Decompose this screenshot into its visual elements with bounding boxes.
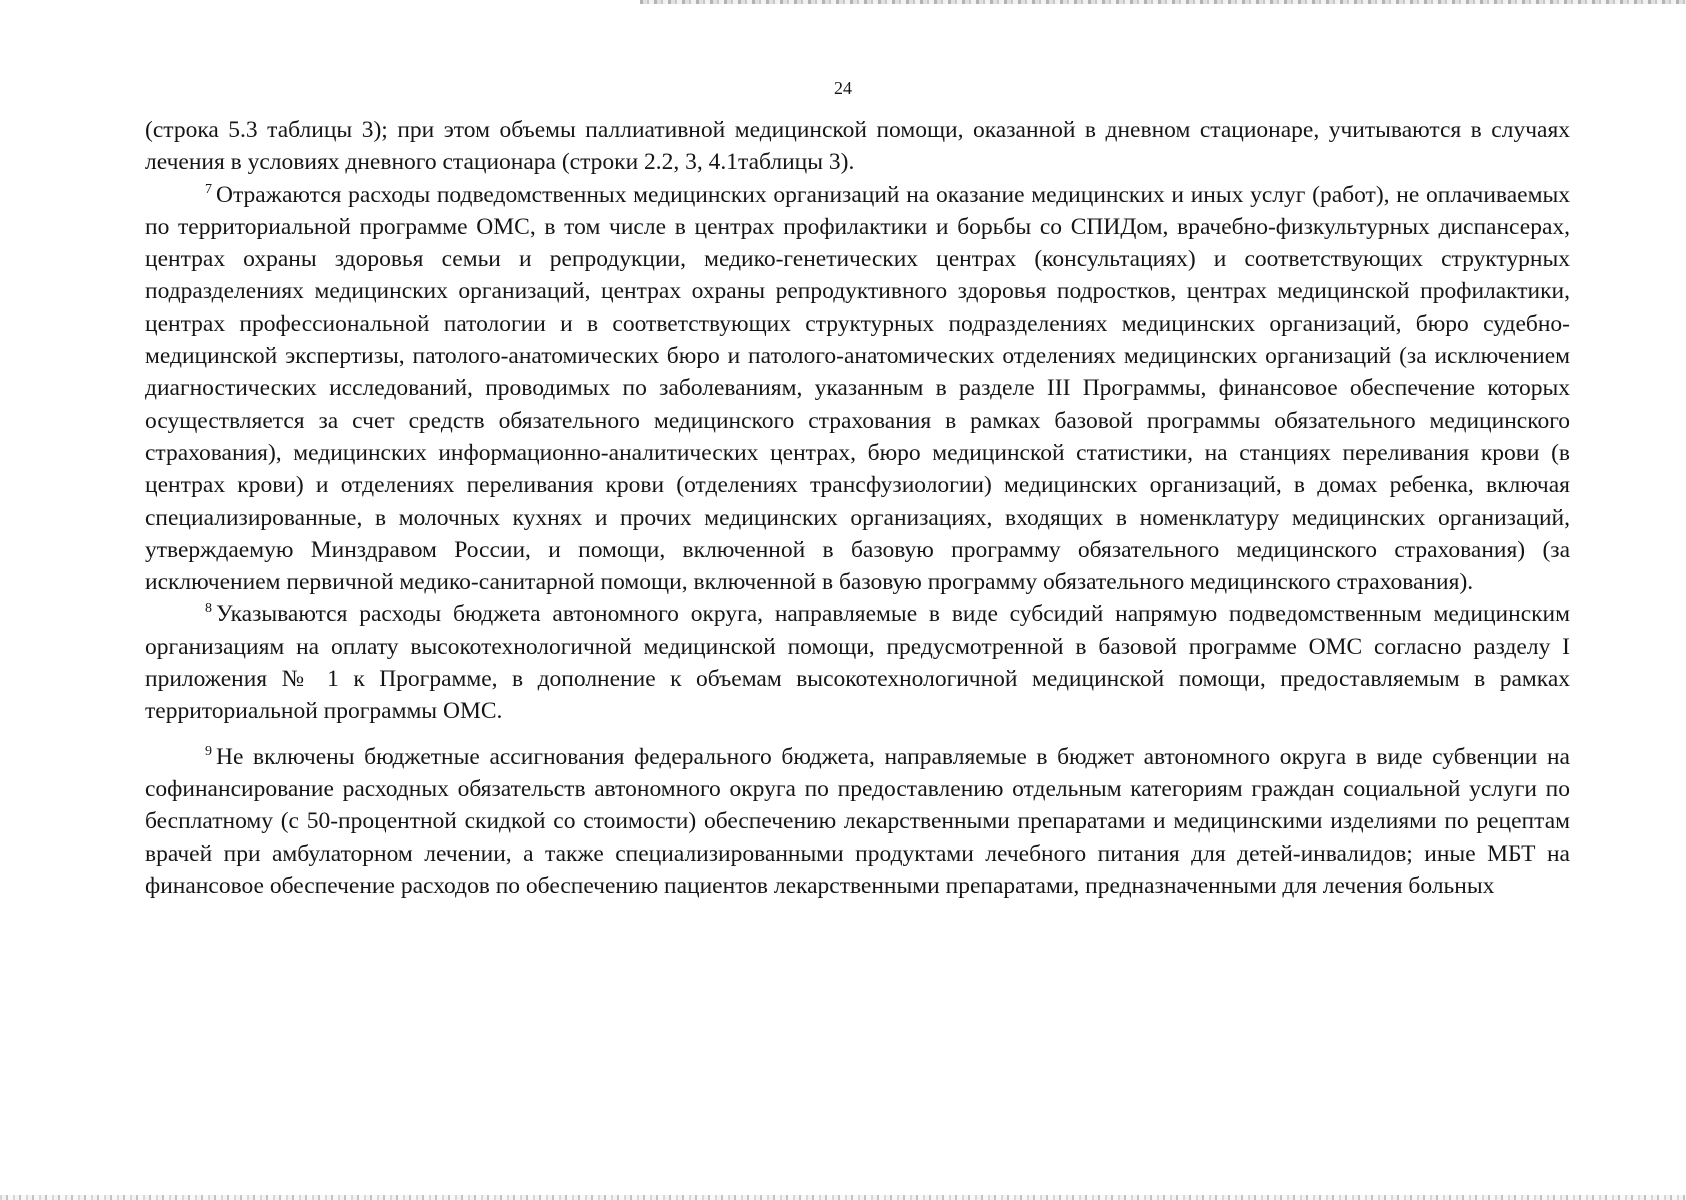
footnote-7 — [145, 179, 1570, 599]
document-body — [145, 114, 1570, 902]
footnote-8 — [145, 598, 1570, 727]
paragraph-continuation — [145, 114, 1570, 179]
paragraph-text: (строка 5.3 таблицы 3); при этом объемы паллиативной медицинской помощи, оказанной в дневном стационаре, учитываются в случаях лечения в условиях дневного стационара (строки 2.2, 3, 4.1таблицы 3). — [145, 117, 1570, 176]
scan-edge-bottom — [0, 1195, 1686, 1200]
scan-edge-top — [640, 0, 1686, 4]
page-number: 24 — [834, 78, 852, 98]
footnote-marker: 7 — [205, 181, 212, 197]
footnote-9 — [145, 741, 1570, 902]
footnote-marker: 9 — [205, 743, 212, 759]
footnote-marker: 8 — [205, 601, 212, 617]
footnote-text: Не включены бюджетные ассигнования федерального бюджета, направляемые в бюджет автономного округа в виде субвенции на софинансирование расходных обязательств автономного округа по предоставлению отдельным категориям граждан социальной услуги по бесплатному (с 50-процентной скидкой со стоимости) обеспечению лекарственными препаратами и медицинскими изделиями по рецептам врачей при амбулаторном лечении, а также специализированными продуктами лечебного питания для детей-инвалидов; иные МБТ на финансовое обеспечение расходов по обеспечению пациентов лекарственными препаратами, предназначенными для лечения больных — [145, 743, 1570, 899]
footnote-text: Указываются расходы бюджета автономного округа, направляемые в виде субсидий напрямую подведомственным медицинским организациям на оплату высокотехнологичной медицинской помощи, предусмотренной в базовой программе ОМС согласно разделу I приложения № 1 к Программе, в дополнение к объемам высокотехнологичной медицинской помощи, предоставляемым в рамках территориальной программы ОМС. — [145, 601, 1570, 725]
footnote-text: Отражаются расходы подведомственных медицинских организаций на оказание медицинских и иных услуг (работ), не оплачиваемых по территориальной программе ОМС, в том числе в центрах профилактики и борьбы со СПИДом, врачебно-физкультурных диспансерах, центрах охраны здоровья семьи и репродукции, медико-генетических центрах (консультациях) и соответствующих структурных подразделениях медицинских организаций, центрах охраны репродуктивного здоровья подростков, центрах медицинской профилактики, центрах профессиональной патологии и в соответствующих структурных подразделениях медицинских организаций, бюро судебно-медицинской экспертизы, патолого-анатомических бюро и патолого-анатомических отделениях медицинских организаций (за исключением диагностических исследований, проводимых по заболеваниям, указанным в разделе III Программы, финансовое обеспечение которых осуществляется за счет средств обязательного медицинского страхования в рамках базовой программы обязательного медицинского страхования), медицинских информационно-аналитических центрах, бюро медицинской статистики, на станциях переливания крови (в центрах крови) и отделениях переливания крови (отделениях трансфузиологии) медицинских организаций, в домах ребенка, включая специализированные, в молочных кухнях и прочих медицинских организациях, входящих в номенклатуру медицинских организаций, утверждаемую Минздравом России, и помощи, включенной в базовую программу обязательного медицинского страхования) (за исключением первичной медико-санитарной помощи, включенной в базовую программу обязательного медицинского страхования). — [145, 181, 1570, 596]
